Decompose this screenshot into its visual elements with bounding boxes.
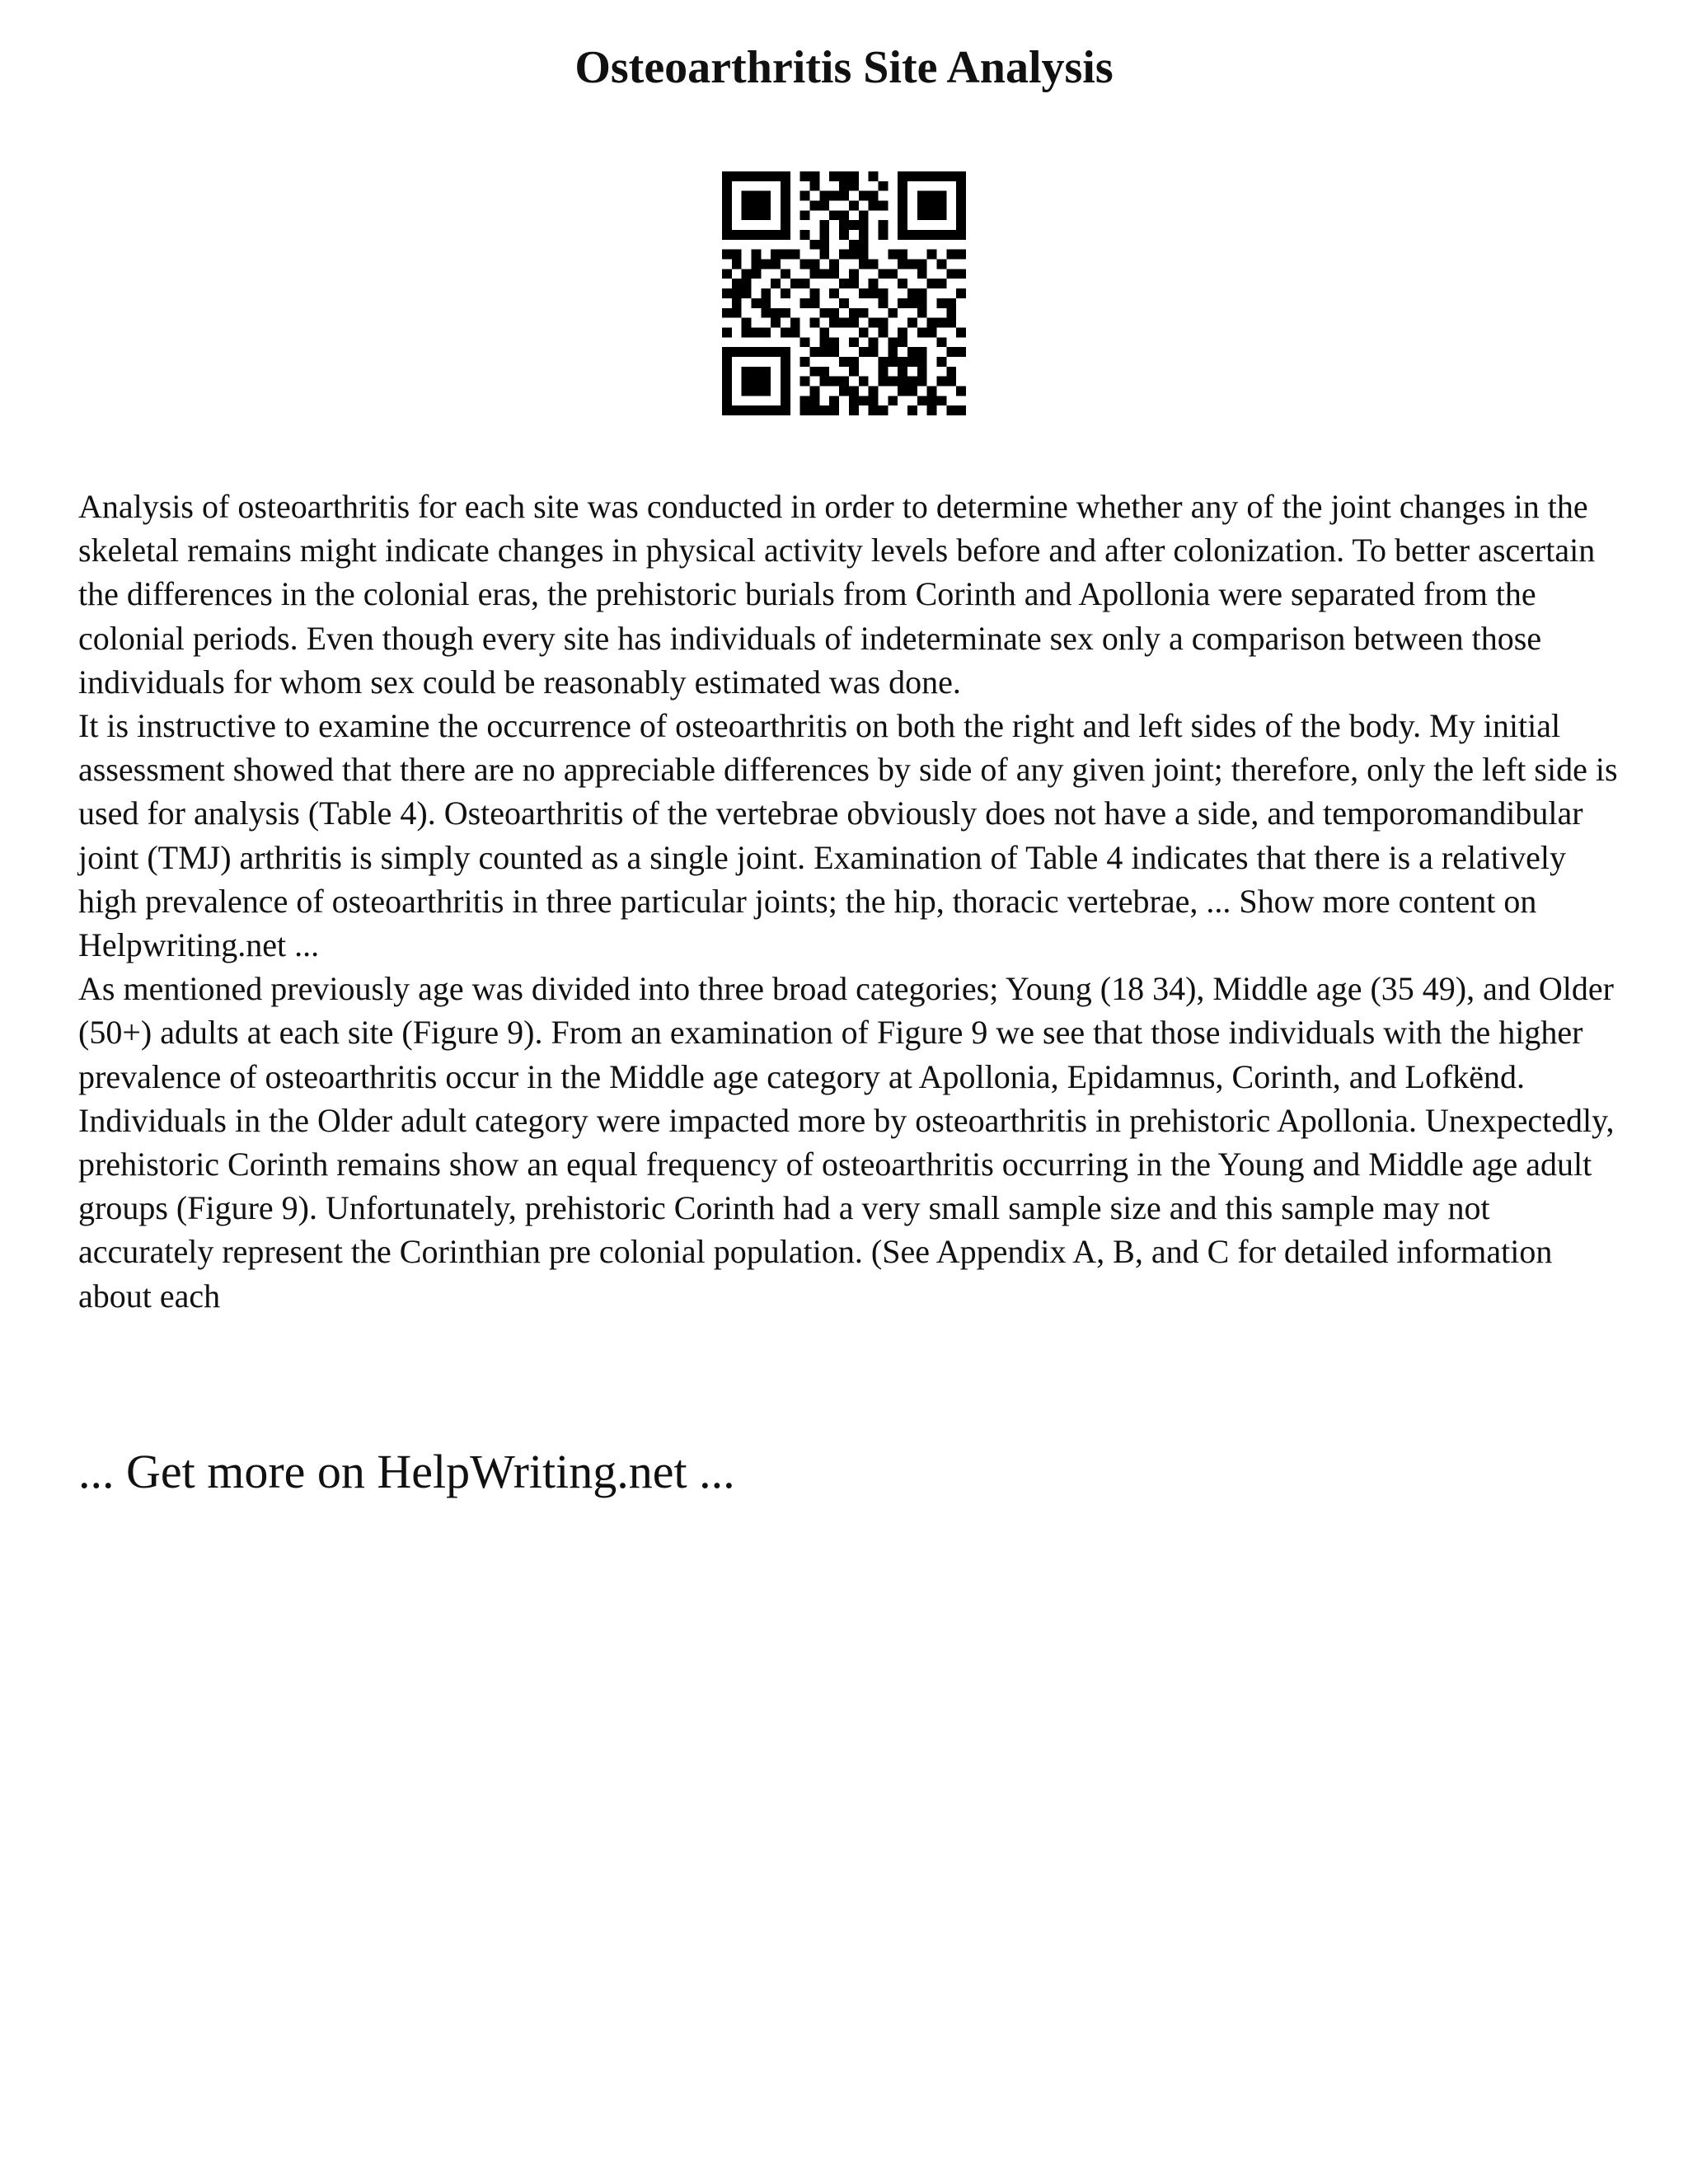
paragraph: It is instructive to examine the occurrence of osteoarthritis on both the right and left sides of the body. My initial assessment showed that there are no appreciable differences by side of any given joint; therefore, only the left side is used for analysis (Table 4). Osteoarthritis of the vertebrae obviously does not have a side, and temporomandibular joint (TMJ) arthritis is simply counted as a single joint. Examination of Table 4 indicates that there is a relatively high prevalence of osteoarthritis in three particular joints; the hip, thoracic vertebrae, ... Show more content on Helpwriting.net ... [78,707,1618,964]
article-body [78,485,1628,1318]
page-title: Osteoarthritis Site Analysis [574,42,1114,93]
qr-code-icon [722,171,966,415]
paragraph: As mentioned previously age was divided into three broad categories; Young (18 34), Middle age (35 49), and Older (50+) adults at each site (Figure 9). From an examination of Figure 9 we see that those individuals with the higher prevalence of osteoarthritis occur in the Middle age category at Apollonia, Epidamnus, Corinth, and Lofkënd. Individuals in the Older adult category were impacted more by osteoarthritis in prehistoric Apollonia. Unexpectedly, prehistoric Corinth remains show an equal frequency of osteoarthritis occurring in the Young and Middle age adult groups (Figure 9). Unfortunately, prehistoric Corinth had a very small sample size and this sample may not accurately represent the Corinthian pre colonial population. (See Appendix A, B, and C for detailed information about each [78,970,1615,1315]
paragraph: Analysis of osteoarthritis for each site was conducted in order to determine whether any of the joint changes in the skeletal remains might indicate changes in physical activity levels before and after colonization. To better ascertain the differences in the colonial eras, the prehistoric burials from Corinth and Apollonia were separated from the colonial periods. Even though every site has individuals of indeterminate sex only a comparison between those individuals for whom sex could be reasonably estimated was done. [78,488,1596,701]
get-more-link[interactable]: ... Get more on HelpWriting.net ... [78,1445,735,1498]
